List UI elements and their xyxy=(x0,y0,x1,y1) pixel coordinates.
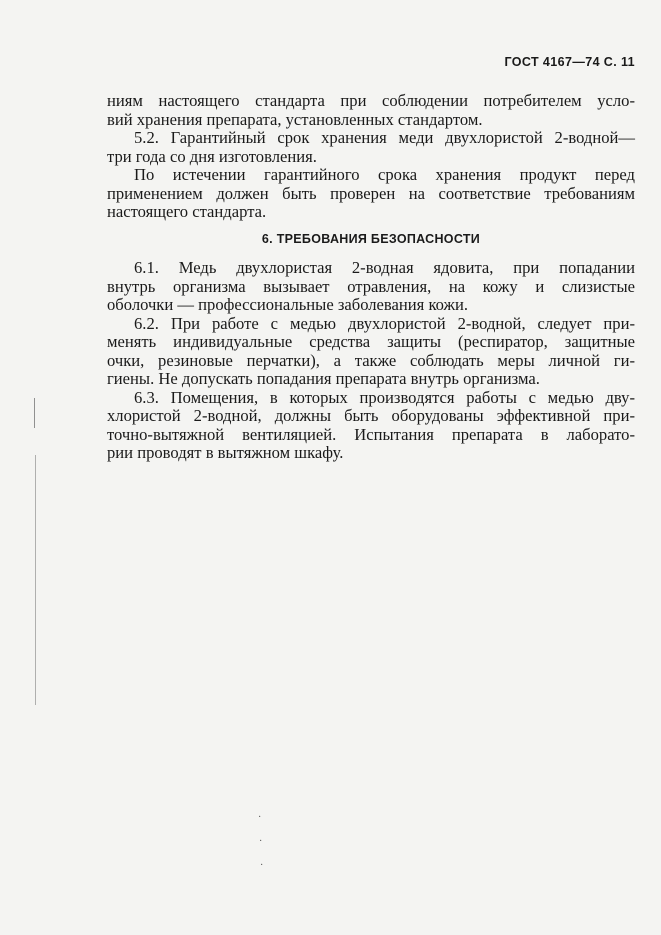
text-line: оболочки — профессиональные заболевания кожи. xyxy=(107,295,469,314)
scan-speck: · xyxy=(258,812,262,823)
text-line: рии проводят в вытяжном шкафу. xyxy=(107,443,344,462)
text-line: три года со дня изготовления. xyxy=(107,146,317,166)
paragraph-5-3-line1: По истечении гарантийного срока хранения продукт перед xyxy=(134,165,635,184)
text-line: внутрь организма вызывает отравления, на кожу и слизистые xyxy=(107,276,635,296)
text-line: точно-вытяжной вентиляцией. Испытания препарата в лаборато- xyxy=(107,424,635,444)
paragraph-5-2-line1: 5.2. Гарантийный срок хранения меди двухлористой 2-водной— xyxy=(134,128,635,147)
text-line: настоящего стандарта. xyxy=(107,202,267,221)
section-5-continuation xyxy=(107,92,635,222)
running-header: ГОСТ 4167—74 С. 11 xyxy=(504,55,635,69)
scan-speck: · xyxy=(260,860,264,871)
section-6-title: 6. ТРЕБОВАНИЯ БЕЗОПАСНОСТИ xyxy=(261,232,481,246)
text-line: вий хранения препарата, установленных стандартом. xyxy=(107,109,483,129)
text-line: хлористой 2-водной, должны быть оборудованы эффективной при- xyxy=(107,406,635,425)
text-line: менять индивидуальные средства защиты (респиратор, защитные xyxy=(107,332,635,351)
binding-margin-mark xyxy=(34,398,35,428)
text-line: гиены. Не допускать попадания препарата внутрь организма. xyxy=(107,369,540,388)
text-line: очки, резиновые перчатки), а также соблюдать меры личной ги- xyxy=(107,350,635,370)
text-line: ниям настоящего стандарта при соблюдении потребителем усло- xyxy=(107,91,635,110)
paragraph-6-2-line1: 6.2. При работе с медью двухлористой 2-водной, следует при- xyxy=(134,313,635,333)
binding-margin-line xyxy=(35,455,36,705)
section-6-body xyxy=(107,259,635,463)
scan-speck: · xyxy=(259,836,263,847)
text-line: применением должен быть проверен на соответствие требованиям xyxy=(107,183,635,203)
paragraph-6-1-line1: 6.1. Медь двухлористая 2-водная ядовита, при попадании xyxy=(134,258,635,277)
paragraph-6-3-line1: 6.3. Помещения, в которых производятся работы с медью дву- xyxy=(134,387,635,407)
